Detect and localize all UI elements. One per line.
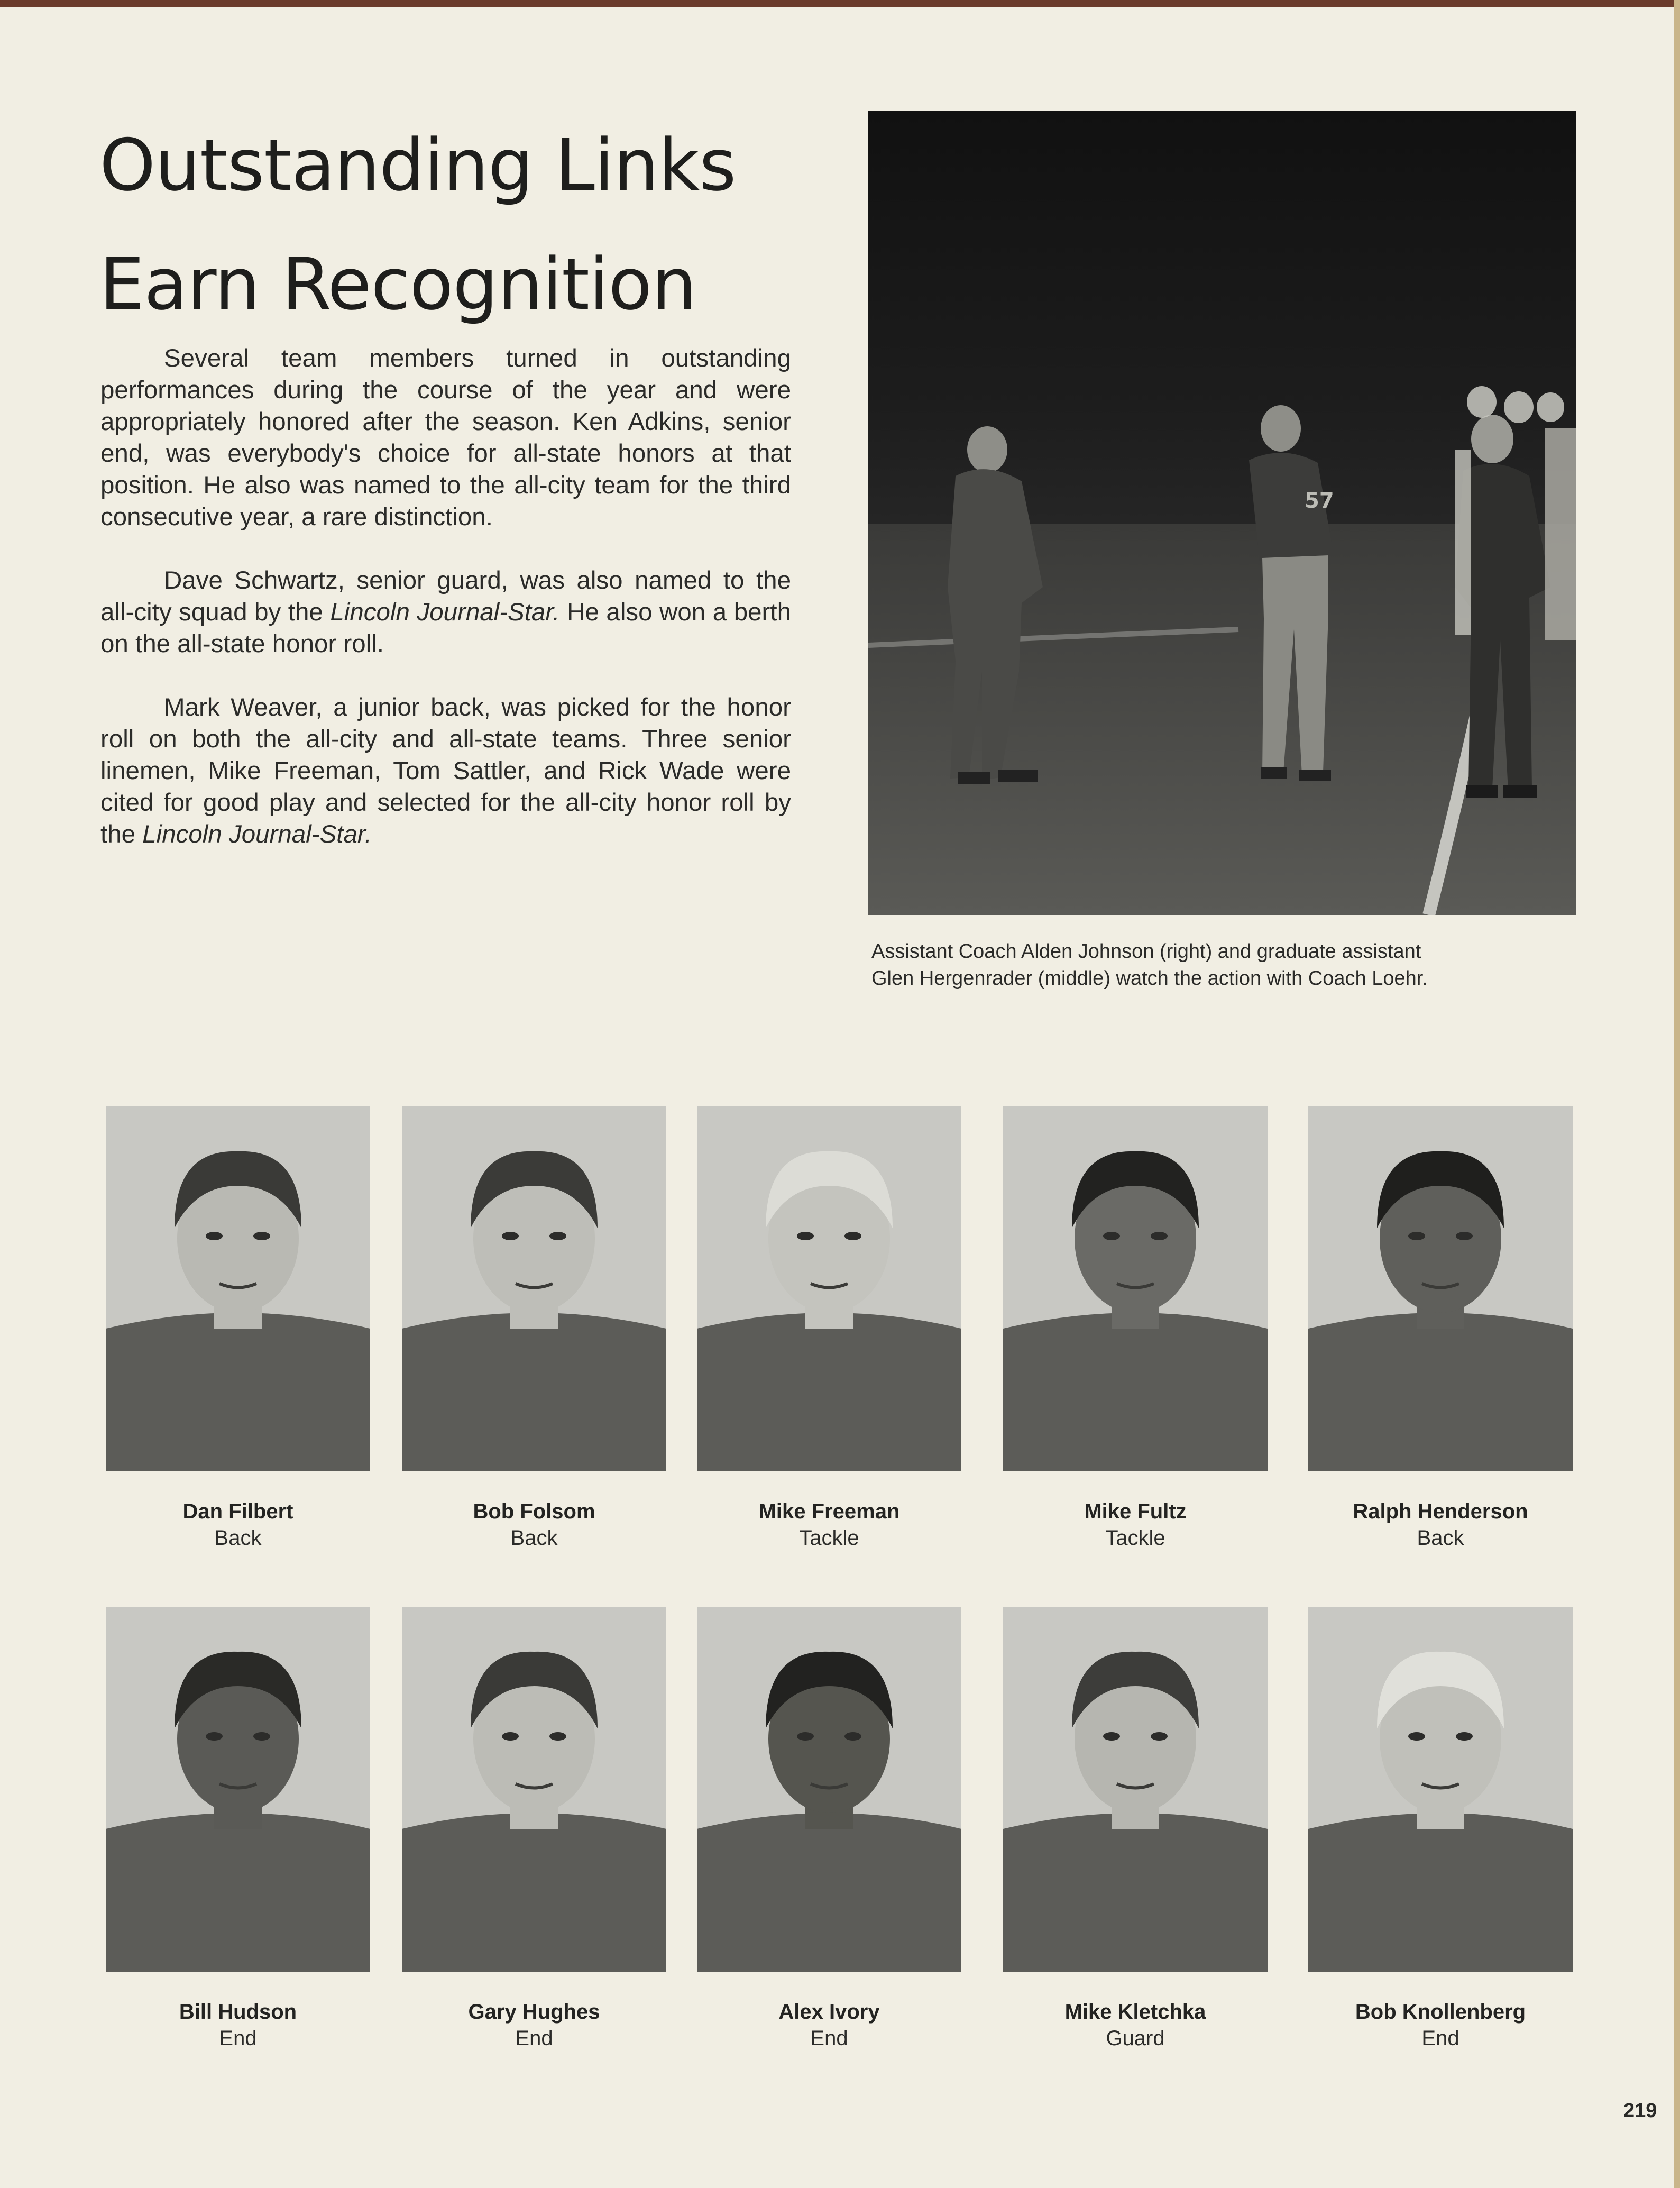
player-position: Guard bbox=[1106, 2027, 1165, 2050]
article-body bbox=[100, 343, 791, 850]
page-number: 219 bbox=[1623, 2100, 1657, 2122]
paragraph-2-text-a: Dave Schwartz, senior guard, was also named to the all-city squad by the bbox=[100, 566, 791, 626]
page-title bbox=[99, 106, 840, 344]
player-position: End bbox=[1421, 2027, 1459, 2050]
caption-line-2: Glen Hergenrader (middle) watch the action with Coach Loehr. bbox=[871, 967, 1428, 990]
newspaper-name: Lincoln Journal-Star. bbox=[330, 598, 560, 626]
player-name: Gary Hughes bbox=[468, 2000, 600, 2024]
player-name: Bob Knollenberg bbox=[1355, 2000, 1526, 2024]
page-right-edge bbox=[1674, 0, 1680, 2188]
player-name: Alex Ivory bbox=[778, 2000, 880, 2024]
player-portrait bbox=[402, 1106, 666, 1471]
player-portrait bbox=[106, 1607, 370, 1972]
paragraph-1: Several team members turned in outstanding performances during the course of the year and were appropriately honored after the season. Ken Adkins, senior end, was everybody's choice for all-state honors at that position. He also was named to the all-city team for the third consecutive year, a rare distinction. bbox=[100, 344, 791, 531]
player-portrait bbox=[402, 1607, 666, 1972]
player-name: Mike Kletchka bbox=[1064, 2000, 1206, 2024]
player-position: Tackle bbox=[1105, 1526, 1165, 1550]
player-portrait bbox=[106, 1106, 370, 1471]
player-position: Back bbox=[510, 1526, 558, 1550]
newspaper-name: Lincoln Journal-Star. bbox=[142, 820, 372, 848]
player-name: Bill Hudson bbox=[179, 2000, 297, 2024]
player-name: Bob Folsom bbox=[473, 1500, 595, 1523]
title-line-2: Earn Recognition bbox=[99, 243, 696, 326]
player-portrait bbox=[697, 1106, 961, 1471]
player-portrait bbox=[1003, 1106, 1268, 1471]
player-name: Mike Fultz bbox=[1084, 1500, 1187, 1523]
caption-line-1: Assistant Coach Alden Johnson (right) and graduate assistant bbox=[871, 940, 1421, 963]
player-name: Dan Filbert bbox=[182, 1500, 293, 1523]
svg-text:57: 57 bbox=[1305, 489, 1334, 513]
photo-caption bbox=[871, 938, 1580, 992]
player-position: Back bbox=[1417, 1526, 1464, 1550]
player-portrait bbox=[1003, 1607, 1268, 1972]
player-portrait bbox=[1308, 1106, 1573, 1471]
page-top-edge bbox=[0, 0, 1680, 7]
player-portrait bbox=[697, 1607, 961, 1972]
player-position: End bbox=[515, 2027, 553, 2050]
paragraph-2-text-b: He also won a berth on the all-state honor roll. bbox=[100, 598, 791, 658]
player-position: End bbox=[219, 2027, 257, 2050]
coaches-sideline-photo bbox=[868, 111, 1576, 915]
player-name: Ralph Henderson bbox=[1353, 1500, 1528, 1523]
paragraph-3 bbox=[100, 692, 791, 850]
player-name: Mike Freeman bbox=[758, 1500, 900, 1523]
paragraph-2 bbox=[100, 565, 791, 660]
title-line-1: Outstanding Links bbox=[99, 124, 736, 207]
paragraph-3-text-a: Mark Weaver, a junior back, was picked for the honor roll on both the all-city and all-state teams. Three senior linemen, Mike Freeman, Tom Sattler, and Rick Wade were cited for good play and selected for the all-city honor roll by the bbox=[100, 693, 791, 848]
player-position: Back bbox=[214, 1526, 262, 1550]
player-position: Tackle bbox=[799, 1526, 859, 1550]
player-portrait bbox=[1308, 1607, 1573, 1972]
player-position: End bbox=[810, 2027, 848, 2050]
